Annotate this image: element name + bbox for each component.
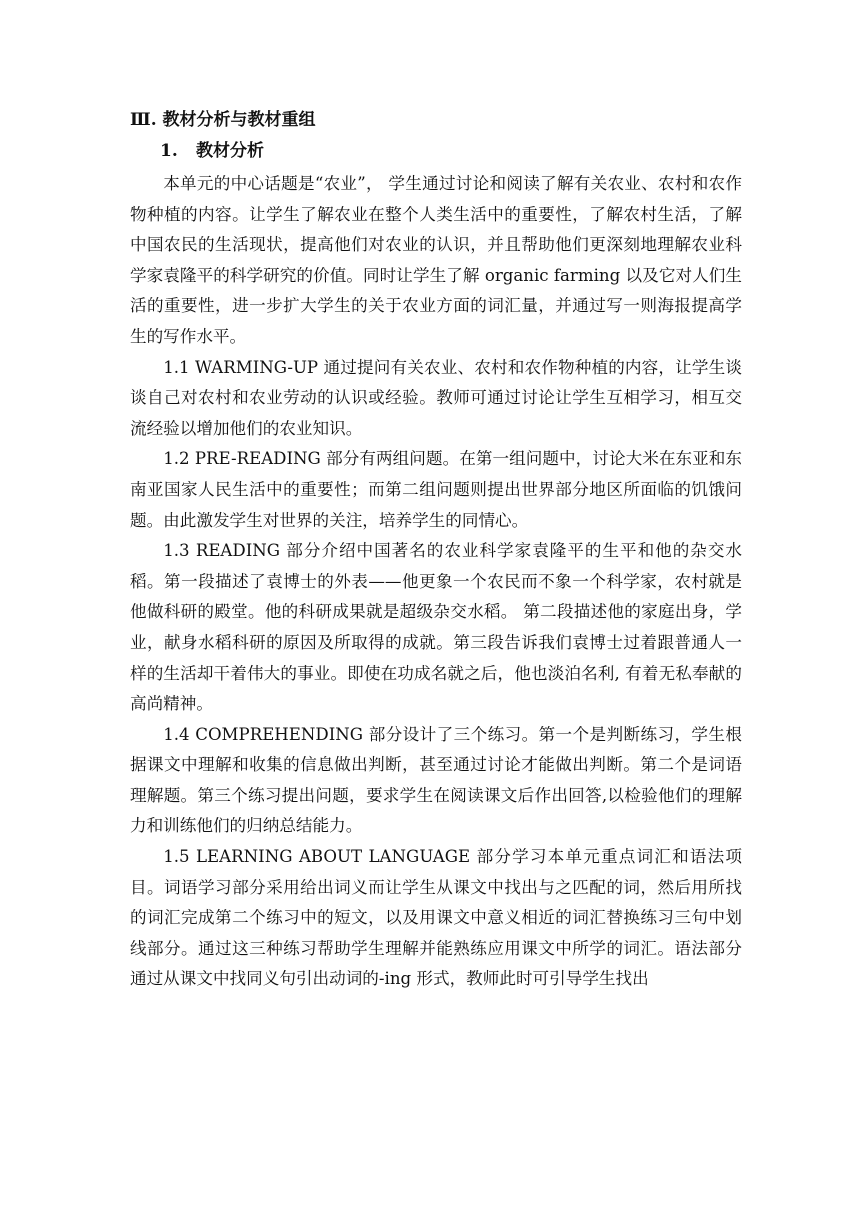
subsection-number: 1. bbox=[160, 141, 178, 161]
paragraph-learning-about-language: 1.5 LEARNING ABOUT LANGUAGE 部分学习本单元重点词汇和语法项目。词语学习部分采用给出词义而让学生从课文中找出与之匹配的词，然后用所找的词汇完成第二个练习中的短文，以及用课文中意义相近的词汇替换练习三句中划线部分。通过这三种练习帮助学生理解并能熟练应用课文中所学的词汇。语法部分通过从课文中找同义句引出动词的-ing 形式，教师此时可引导学生找出 bbox=[130, 847, 742, 989]
paragraph-warming-up: 1.1 WARMING-UP 通过提问有关农业、农村和农作物种植的内容，让学生谈谈自己对农村和农业劳动的认识或经验。教师可通过讨论让学生互相学习，相互交流经验以增加他们的农业知识。 bbox=[130, 357, 742, 438]
subsection-title: 教材分析 bbox=[196, 141, 264, 161]
paragraph-comprehending: 1.4 COMPREHENDING 部分设计了三个练习。第一个是判断练习，学生根据课文中理解和收集的信息做出判断，甚至通过讨论才能做出判断。第二个是词语理解题。第三个练习提出问题，要求学生在阅读课文后作出回答,以检验他们的理解力和训练他们的归纳总结能力。 bbox=[130, 724, 742, 836]
subsection-heading bbox=[160, 140, 742, 162]
section-heading: Ⅲ. 教材分析与教材重组 bbox=[130, 110, 316, 130]
paragraph-overview: 本单元的中心话题是“农业”， 学生通过讨论和阅读了解有关农业、农村和农作物种植的内容。让学生了解农业在整个人类生活中的重要性，了解农村生活，了解中国农民的生活现状，提高他们对农业的认识，并且帮助他们更深刻地理解农业科学家袁隆平的科学研究的价值。同时让学生了解 organic farming 以及它对人们生活的重要性，进一步扩大学生的关于农业方面的词汇量，并通过写一则海报提高学生的写作水平。 bbox=[130, 174, 742, 346]
document-page bbox=[130, 109, 742, 995]
paragraph-reading: 1.3 READING 部分介绍中国著名的农业科学家袁隆平的生平和他的杂交水稻。第一段描述了袁博士的外表——他更象一个农民而不象一个科学家，农村就是他做科研的殿堂。他的科研成果就是超级杂交水稻。 第二段描述他的家庭出身，学业，献身水稻科研的原因及所取得的成就。第三段告诉我们袁博士过着跟普通人一样的生活却干着伟大的事业。即使在功成名就之后，他也淡泊名利, 有着无私奉献的高尚精神。 bbox=[130, 541, 742, 714]
paragraph-pre-reading: 1.2 PRE-READING 部分有两组问题。在第一组问题中，讨论大米在东亚和东南亚国家人民生活中的重要性；而第二组问题则提出世界部分地区所面临的饥饿问题。由此激发学生对世界的关注，培养学生的同情心。 bbox=[130, 449, 742, 530]
